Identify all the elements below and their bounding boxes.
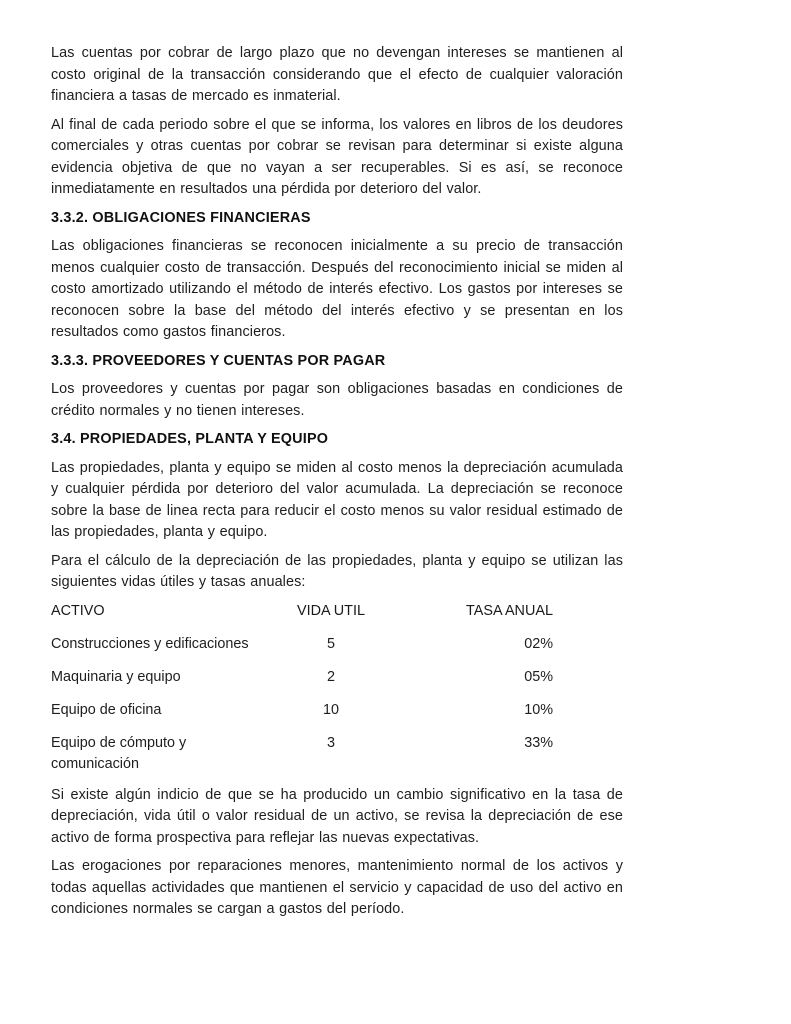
document-content xyxy=(51,43,623,928)
heading-propiedades-planta-equipo: 3.4. PROPIEDADES, PLANTA Y EQUIPO xyxy=(51,431,329,447)
cell-vida-construcciones: 5 xyxy=(326,635,335,652)
cell-tasa-maquinaria: 05% xyxy=(524,668,553,685)
cell-tasa-equipo-oficina: 10% xyxy=(524,701,553,718)
paragraph-long-term-receivables: Las cuentas por cobrar de largo plazo que no devengan intereses se mantienen al costo original de la transacción considerando que el efecto de cualquier valoración financiera a tasas de mercado es inmaterial. xyxy=(51,45,623,104)
cell-activo-maquinaria: Maquinaria y equipo xyxy=(51,668,181,685)
paragraph-depreciation-intro: Para el cálculo de la depreciación de las propiedades, planta y equipo se utilizan las siguientes vidas útiles y tasas anuales: xyxy=(51,552,623,590)
column-header-activo: ACTIVO xyxy=(51,602,105,619)
cell-tasa-construcciones: 02% xyxy=(524,635,553,652)
paragraph-minor-repairs: Las erogaciones por reparaciones menores, mantenimiento normal de los activos y todas aquellas actividades que mantienen el servicio y capacidad de uso del activo en condiciones normales se cargan a gastos del período. xyxy=(51,858,623,917)
paragraph-period-end-review: Al final de cada periodo sobre el que se informa, los valores en libros de los deudores comerciales y otras cuentas por cobrar se revisan para determinar si existe alguna evidencia objetiva de que no vayan a ser recuperables. Si es así, se reconoce inmediatamente en resultados una pérdida por deterioro del valor. xyxy=(51,116,623,197)
cell-vida-equipo-computo: 3 xyxy=(326,734,335,751)
cell-tasa-equipo-computo: 33% xyxy=(524,734,553,751)
cell-activo-equipo-oficina: Equipo de oficina xyxy=(51,701,162,718)
heading-obligaciones-financieras: 3.3.2. OBLIGACIONES FINANCIERAS xyxy=(51,209,311,226)
cell-activo-construcciones: Construcciones y edificaciones xyxy=(51,635,249,652)
paragraph-depreciation-change: Si existe algún indicio de que se ha producido un cambio significativo en la tasa de depreciación, vida útil o valor residual de un activo, se revisa la depreciación de ese activo de forma prospectiva para reflejar las nuevas expectativas. xyxy=(51,786,623,846)
paragraph-ppe-measurement: Las propiedades, planta y equipo se miden al costo menos la depreciación acumulada y cualquier pérdida por deterioro del valor acumulada. La depreciación se reconoce sobre la base de linea recta para reducir el costo menos su valor residual estimado de las propiedades, planta y equipo. xyxy=(51,459,623,540)
cell-vida-maquinaria: 2 xyxy=(326,668,335,685)
column-header-vida-util: VIDA UTIL xyxy=(297,602,365,619)
heading-proveedores-cuentas-por-pagar: 3.3.3. PROVEEDORES Y CUENTAS POR PAGAR xyxy=(51,352,386,369)
depreciation-table xyxy=(51,601,623,776)
cell-activo-equipo-computo: Equipo de cómputo y comunicación xyxy=(51,734,187,772)
column-header-tasa-anual: TASA ANUAL xyxy=(466,602,553,619)
paragraph-obligaciones-financieras: Las obligaciones financieras se reconocen inicialmente a su precio de transacción menos cualquier costo de transacción. Después del reconocimiento inicial se miden al costo amortizado utilizando el método de interés efectivo. Los gastos por intereses se reconocen sobre la base del método del interés efectivo y se presentan en los resultados como gastos financieros. xyxy=(51,238,623,340)
cell-vida-equipo-oficina: 10 xyxy=(322,701,339,718)
paragraph-proveedores-cuentas-por-pagar: Los proveedores y cuentas por pagar son obligaciones basadas en condiciones de crédito normales y no tienen intereses. xyxy=(51,381,623,419)
